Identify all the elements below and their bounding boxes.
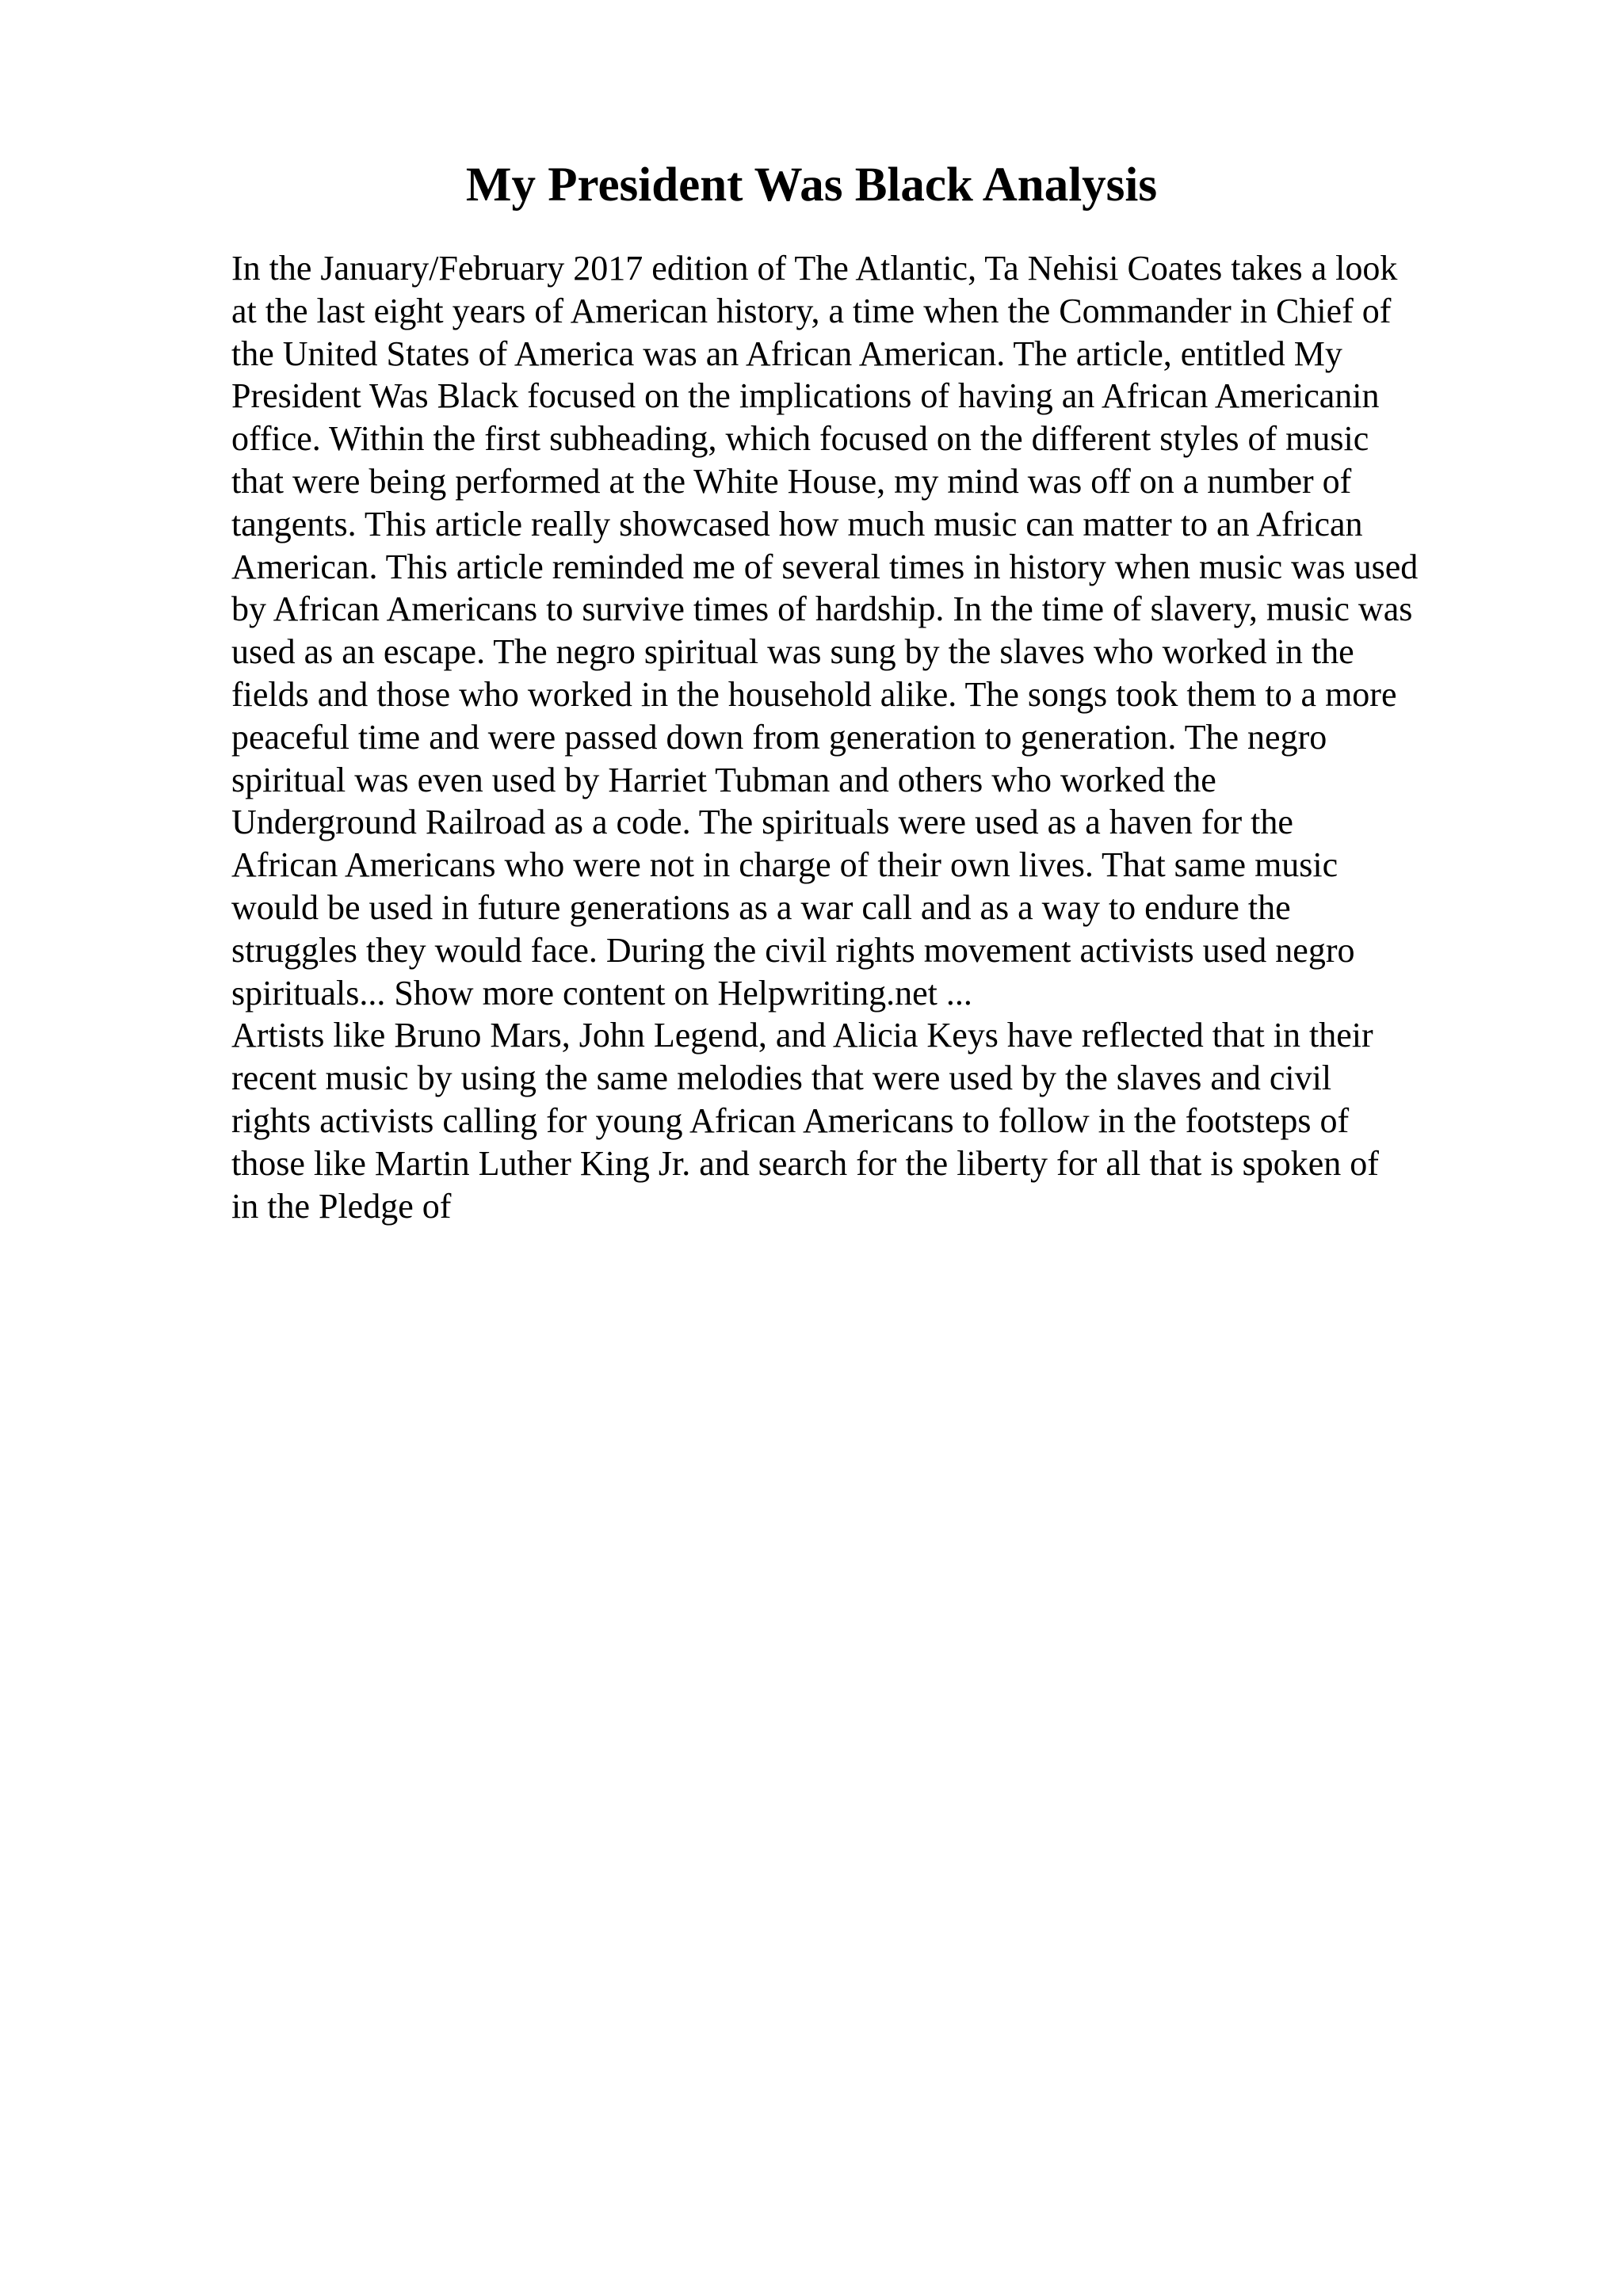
body-line: In the January/February 2017 edition of The Atlantic, Ta Nehisi Coates takes a look <box>231 249 1398 288</box>
body-line: in the Pledge of <box>231 1186 452 1226</box>
body-line: peaceful time and were passed down from generation to generation. The negro <box>231 717 1327 757</box>
body-line: American. This article reminded me of several times in history when music was used <box>231 547 1419 586</box>
body-line: would be used in future generations as a war call and as a way to endure the <box>231 887 1291 927</box>
body-line: that were being performed at the White House, my mind was off on a number of <box>231 461 1352 501</box>
body-line: President Was Black focused on the implications of having an African Americanin <box>231 376 1380 416</box>
body-line: the United States of America was an African American. The article, entitled My <box>231 334 1342 373</box>
body-line: spiritual was even used by Harriet Tubman and others who worked the <box>231 760 1216 799</box>
body-line: spirituals... Show more content on Helpwriting.net ... <box>231 973 972 1013</box>
body-line: those like Martin Luther King Jr. and search for the liberty for all that is spoken of <box>231 1143 1379 1183</box>
document-body <box>231 247 1579 1227</box>
body-line: rights activists calling for young African Americans to follow in the footsteps of <box>231 1100 1350 1140</box>
body-line: struggles they would face. During the civil rights movement activists used negro <box>231 930 1355 970</box>
body-line: recent music by using the same melodies that were used by the slaves and civil <box>231 1058 1332 1098</box>
page-title: My President Was Black Analysis <box>465 158 1158 212</box>
body-line: fields and those who worked in the household alike. The songs took them to a more <box>231 674 1397 714</box>
body-line: Underground Railroad as a code. The spirituals were used as a haven for the <box>231 803 1293 842</box>
body-line: used as an escape. The negro spiritual was sung by the slaves who worked in the <box>231 632 1354 672</box>
body-line: by African Americans to survive times of hardship. In the time of slavery, music was <box>231 589 1413 629</box>
body-line: Artists like Bruno Mars, John Legend, and Alicia Keys have reflected that in their <box>231 1016 1373 1055</box>
body-line: African Americans who were not in charge of their own lives. That same music <box>231 845 1338 885</box>
body-line: office. Within the first subheading, which focused on the different styles of music <box>231 419 1369 459</box>
body-line: at the last eight years of American history, a time when the Commander in Chief of <box>231 291 1392 330</box>
body-line: tangents. This article really showcased how much music can matter to an African <box>231 504 1363 543</box>
